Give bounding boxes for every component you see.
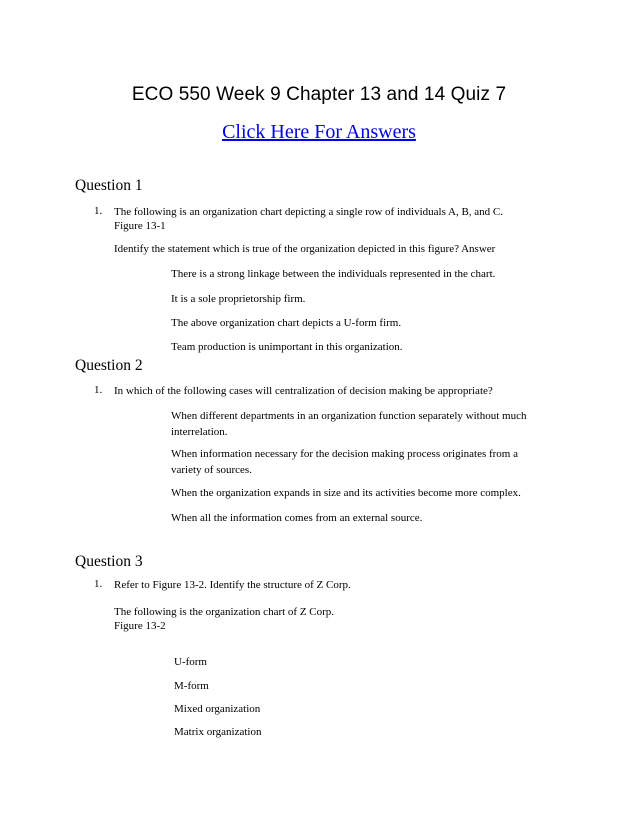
answer-option[interactable]: Mixed organization — [174, 703, 261, 715]
question-text-line: The following is an organization chart depicting a single row of individuals A, B, and C. — [114, 206, 504, 218]
answer-option[interactable]: When all the information comes from an external source. — [171, 512, 423, 524]
question-prompt: Identify the statement which is true of the organization depicted in this figure? Answer — [114, 243, 496, 255]
answer-option[interactable]: There is a strong linkage between the individuals represented in the chart. — [171, 268, 496, 280]
question-number: 1. — [94, 384, 103, 396]
answer-option[interactable]: It is a sole proprietorship firm. — [171, 293, 306, 305]
figure-label: Figure 13-1 — [114, 220, 166, 232]
figure-label: Figure 13-2 — [114, 620, 166, 632]
answer-option[interactable]: Team production is unimportant in this organization. — [171, 341, 403, 353]
answer-option[interactable]: M-form — [174, 680, 209, 692]
document-title: ECO 550 Week 9 Chapter 13 and 14 Quiz 7 — [131, 84, 507, 105]
answer-option[interactable]: U-form — [174, 656, 207, 668]
answer-option[interactable]: Matrix organization — [174, 726, 262, 738]
question-heading: Question 1 — [75, 177, 143, 194]
question-text: In which of the following cases will centralization of decision making be appropriate? — [114, 385, 493, 397]
question-heading: Question 2 — [75, 357, 143, 374]
question-heading: Question 3 — [75, 553, 143, 570]
question-number: 1. — [94, 205, 103, 217]
answer-option[interactable]: When the organization expands in size and its activities become more complex. — [171, 487, 521, 499]
answer-option[interactable]: When different departments in an organization function separately without much interrelation. — [171, 410, 527, 438]
question-number: 1. — [94, 578, 103, 590]
question-text: Refer to Figure 13-2. Identify the structure of Z Corp. — [114, 579, 351, 591]
answer-option[interactable]: When information necessary for the decision making process originates from a variety of sources. — [171, 448, 518, 476]
answers-link[interactable]: Click Here For Answers — [222, 121, 416, 143]
answer-option[interactable]: The above organization chart depicts a U-form firm. — [171, 317, 402, 329]
question-subtext: The following is the organization chart of Z Corp. — [114, 606, 335, 618]
